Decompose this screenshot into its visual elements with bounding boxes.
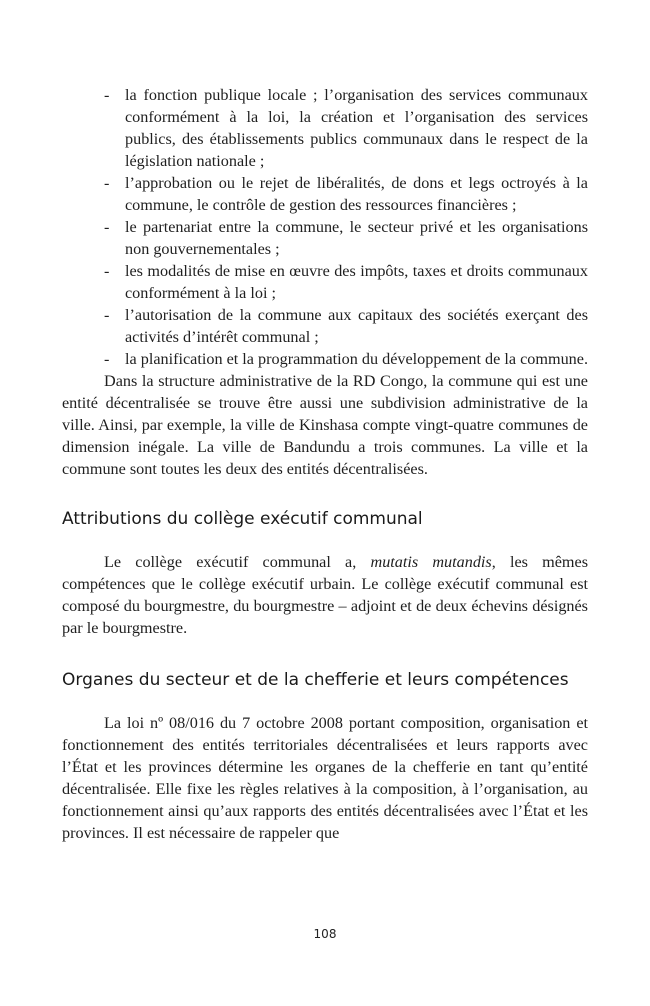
section-heading-attributions: Attributions du collège exécutif communal: [62, 509, 423, 529]
bullet-dash: -: [104, 86, 110, 104]
paragraph-college-executif: [62, 551, 588, 639]
list-item: [62, 172, 588, 216]
bullet-dash: -: [104, 350, 110, 368]
list-item: [62, 348, 588, 370]
para-italic-latin: mutatis mutandis: [370, 553, 492, 571]
list-item: [62, 84, 588, 172]
list-item: [62, 260, 588, 304]
bullet-text: la planification et la programmation du développement de la commune.: [125, 350, 588, 368]
para-text-after: , les mêmes compétences que le collège exécutif urbain. Le collège exécutif communal est composé du bourgmestre, du bourgmestre – adjoint et de deux échevins désignés par le bourgmestre.: [62, 553, 589, 637]
paragraph-commune-structure: Dans la structure administrative de la RD Congo, la commune qui est une entité décentralisée se trouve être aussi une subdivision administrative de la ville. Ainsi, par exemple, la ville de Kinshasa compte vingt-quatre communes de dimension inégale. La ville de Bandundu a trois communes. La ville et la commune sont toutes les deux des entités décentralisées.: [62, 372, 588, 478]
list-item: [62, 304, 588, 348]
bullet-dash: -: [104, 218, 110, 236]
page-number: 108: [313, 927, 337, 941]
bullet-text: les modalités de mise en œuvre des impôts, taxes et droits communaux conformément à la loi ;: [125, 262, 588, 302]
bullet-text: la fonction publique locale ; l’organisation des services communaux conformément à la loi, la création et l’organisation des services publics, des établissements publics communaux dans le respect de la législation nationale ;: [125, 86, 588, 170]
list-item: [62, 216, 588, 260]
section-heading-organes: Organes du secteur et de la chefferie et leurs compétences: [62, 670, 569, 690]
bullet-text: le partenariat entre la commune, le secteur privé et les organisations non gouvernementales ;: [125, 218, 588, 258]
bullet-text: l’autorisation de la commune aux capitaux des sociétés exerçant des activités d’intérêt communal ;: [125, 306, 588, 346]
bullet-list: [62, 84, 588, 370]
page-body: [62, 84, 588, 844]
bullet-dash: -: [104, 174, 110, 192]
bullet-dash: -: [104, 262, 110, 280]
bullet-text: l’approbation ou le rejet de libéralités, de dons et legs octroyés à la commune, le contrôle de gestion des ressources financières ;: [125, 174, 588, 214]
bullet-dash: -: [104, 306, 110, 324]
paragraph-loi: La loi nº 08/016 du 7 octobre 2008 portant composition, organisation et fonctionnement des entités territoriales décentralisées et leurs rapports avec l’État et les provinces détermine les organes de la chefferie en tant qu’entité décentralisée. Elle fixe les règles relatives à la composition, à l’organisation, au fonctionnement ainsi qu’aux rapports des entités décentralisées avec l’État et les provinces. Il est nécessaire de rappeler que: [62, 714, 588, 842]
para-text-before: Le collège exécutif communal a,: [104, 553, 371, 571]
